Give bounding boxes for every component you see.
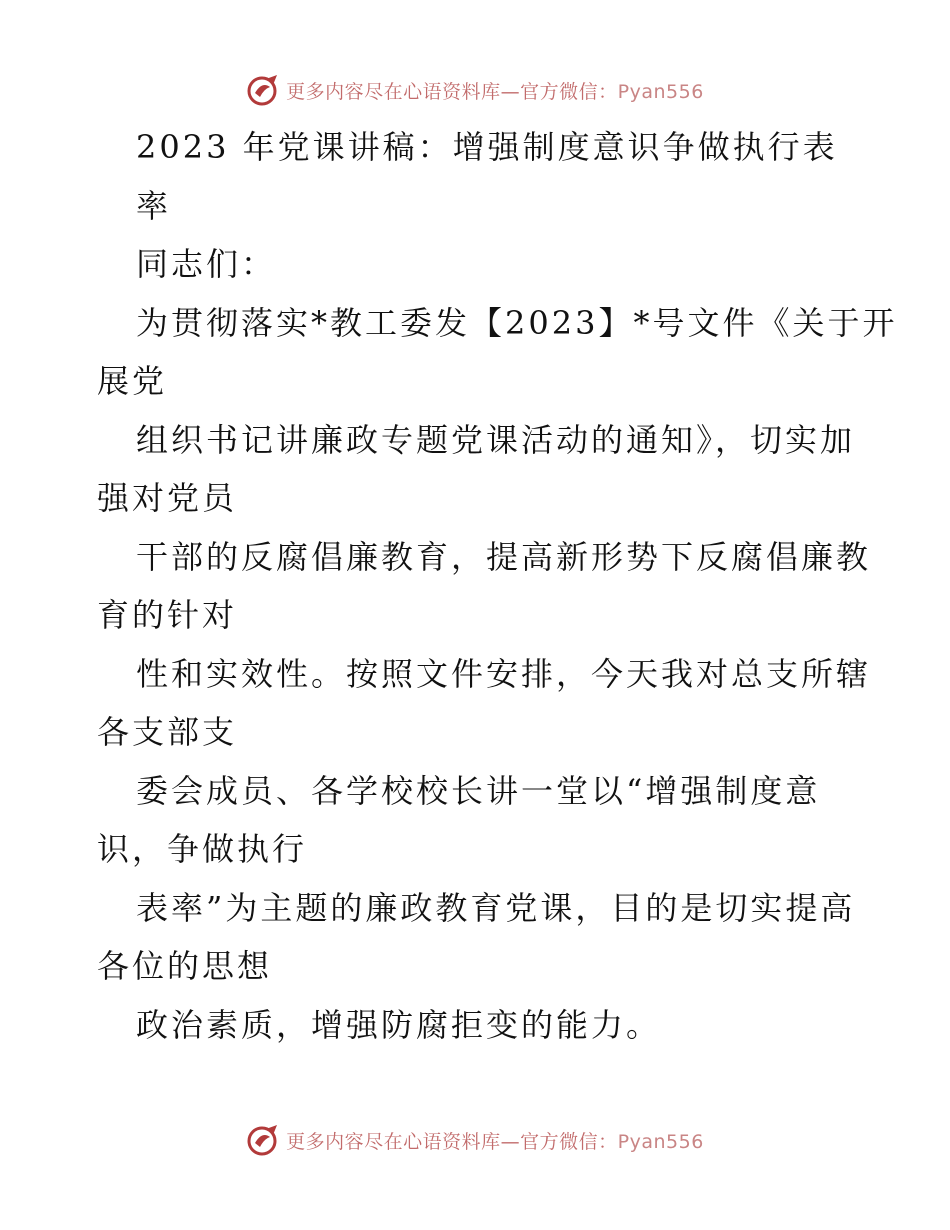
paragraph-line: 委会成员、各学校校长讲一堂以“增强制度意 xyxy=(136,771,821,810)
header-banner xyxy=(0,70,950,110)
paragraph-line: 各支部支 xyxy=(97,713,238,751)
banner-text: 更多内容尽在心语资料库—官方微信：Pyan556 xyxy=(286,80,704,103)
paragraph-line: 干部的反腐倡廉教育，提高新形势下反腐倡廉教 xyxy=(136,537,872,576)
document-body xyxy=(0,118,950,1054)
paragraph-line: 性和实效性。按照文件安排，今天我对总支所辖 xyxy=(136,654,872,693)
paragraph-line: 政治素质，增强防腐拒变的能力。 xyxy=(136,1005,662,1044)
paragraph-line: 识，争做执行 xyxy=(97,830,308,868)
paragraph-line: 展党 xyxy=(97,362,168,400)
paragraph-line: 育的针对 xyxy=(97,596,238,634)
brand-logo-icon xyxy=(246,73,280,107)
wechat-handle: Pyan556 xyxy=(617,1130,704,1153)
document-title-line: 2023 年党课讲稿：增强制度意识争做执行表 xyxy=(136,128,838,166)
paragraph-line: 同志们： xyxy=(136,245,277,283)
brand-logo-icon xyxy=(246,1123,280,1157)
document-title-line: 率 xyxy=(136,186,172,225)
paragraph-line: 组织书记讲廉政专题党课活动的通知》，切实加 xyxy=(136,420,856,459)
banner-text: 更多内容尽在心语资料库—官方微信：Pyan556 xyxy=(286,1130,704,1153)
paragraph-line: 为贯彻落实*教工委发【2023】*号文件《关于开 xyxy=(136,303,898,342)
paragraph-line: 表率”为主题的廉政教育党课，目的是切实提高 xyxy=(136,888,856,927)
wechat-handle: Pyan556 xyxy=(617,80,704,103)
footer-banner xyxy=(0,1120,950,1160)
paragraph-line: 各位的思想 xyxy=(97,947,273,985)
paragraph-line: 强对党员 xyxy=(97,479,238,517)
